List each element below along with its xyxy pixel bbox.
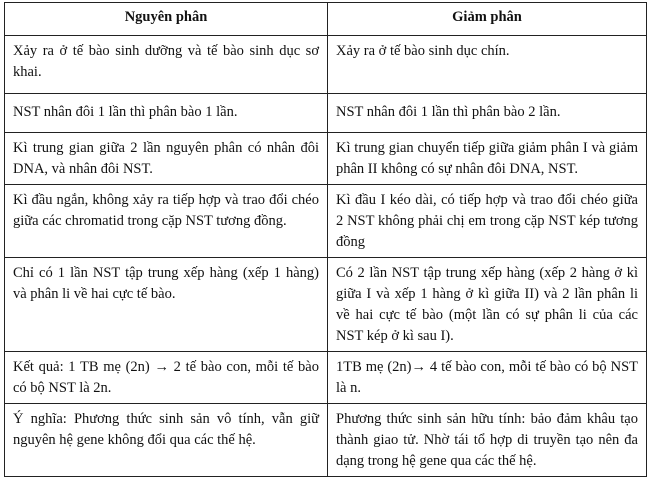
- comparison-table: [4, 2, 647, 477]
- cell-mitosis: Kì đầu ngắn, không xảy ra tiếp hợp và trao đổi chéo giữa các chromatid trong cặp NST tương đồng.: [5, 185, 328, 258]
- table-row: [5, 404, 647, 477]
- table-row: [5, 36, 647, 94]
- table-row: [5, 258, 647, 352]
- table-row: [5, 352, 647, 404]
- header-meiosis: Giảm phân: [328, 3, 647, 36]
- cell-mitosis: NST nhân đôi 1 lần thì phân bào 1 lần.: [5, 94, 328, 133]
- cell-meiosis: Có 2 lần NST tập trung xếp hàng (xếp 2 hàng ở kì giữa I và xếp 1 hàng ở kì giữa II) và 2 lần phân li về hai cực tế bào (một lần có sự phân li của các NST kép ở kì sau I).: [328, 258, 647, 352]
- cell-mitosis: Kết quả: 1 TB mẹ (2n) → 2 tế bào con, mỗi tế bào có bộ NST là 2n.: [5, 352, 328, 404]
- cell-meiosis: Kì trung gian chuyển tiếp giữa giảm phân I và giảm phân II không có sự nhân đôi DNA, NST.: [328, 133, 647, 185]
- cell-mitosis: Kì trung gian giữa 2 lần nguyên phân có nhân đôi DNA, và nhân đôi NST.: [5, 133, 328, 185]
- cell-mitosis: Chỉ có 1 lần NST tập trung xếp hàng (xếp 1 hàng) và phân li về hai cực tế bào.: [5, 258, 328, 352]
- header-row: [5, 3, 647, 36]
- cell-meiosis: NST nhân đôi 1 lần thì phân bào 2 lần.: [328, 94, 647, 133]
- cell-meiosis: 1TB mẹ (2n)→ 4 tế bào con, mỗi tế bào có bộ NST là n.: [328, 352, 647, 404]
- cell-mitosis: Ý nghĩa: Phương thức sinh sản vô tính, vẫn giữ nguyên hệ gene không đổi qua các thế hệ.: [5, 404, 328, 477]
- cell-meiosis: Kì đầu I kéo dài, có tiếp hợp và trao đổi chéo giữa 2 NST không phải chị em trong cặp NST kép tương đồng: [328, 185, 647, 258]
- cell-meiosis: Xảy ra ở tế bào sinh dục chín.: [328, 36, 647, 94]
- table-row: [5, 133, 647, 185]
- header-mitosis: Nguyên phân: [5, 3, 328, 36]
- cell-mitosis: Xảy ra ở tế bào sinh dưỡng và tế bào sinh dục sơ khai.: [5, 36, 328, 94]
- table-row: [5, 185, 647, 258]
- comparison-table-container: [4, 2, 646, 477]
- table-row: [5, 94, 647, 133]
- cell-meiosis: Phương thức sinh sản hữu tính: bảo đảm khâu tạo thành giao tử. Nhờ tái tổ hợp di truyền tạo nên đa dạng trong hệ gene qua các thế hệ.: [328, 404, 647, 477]
